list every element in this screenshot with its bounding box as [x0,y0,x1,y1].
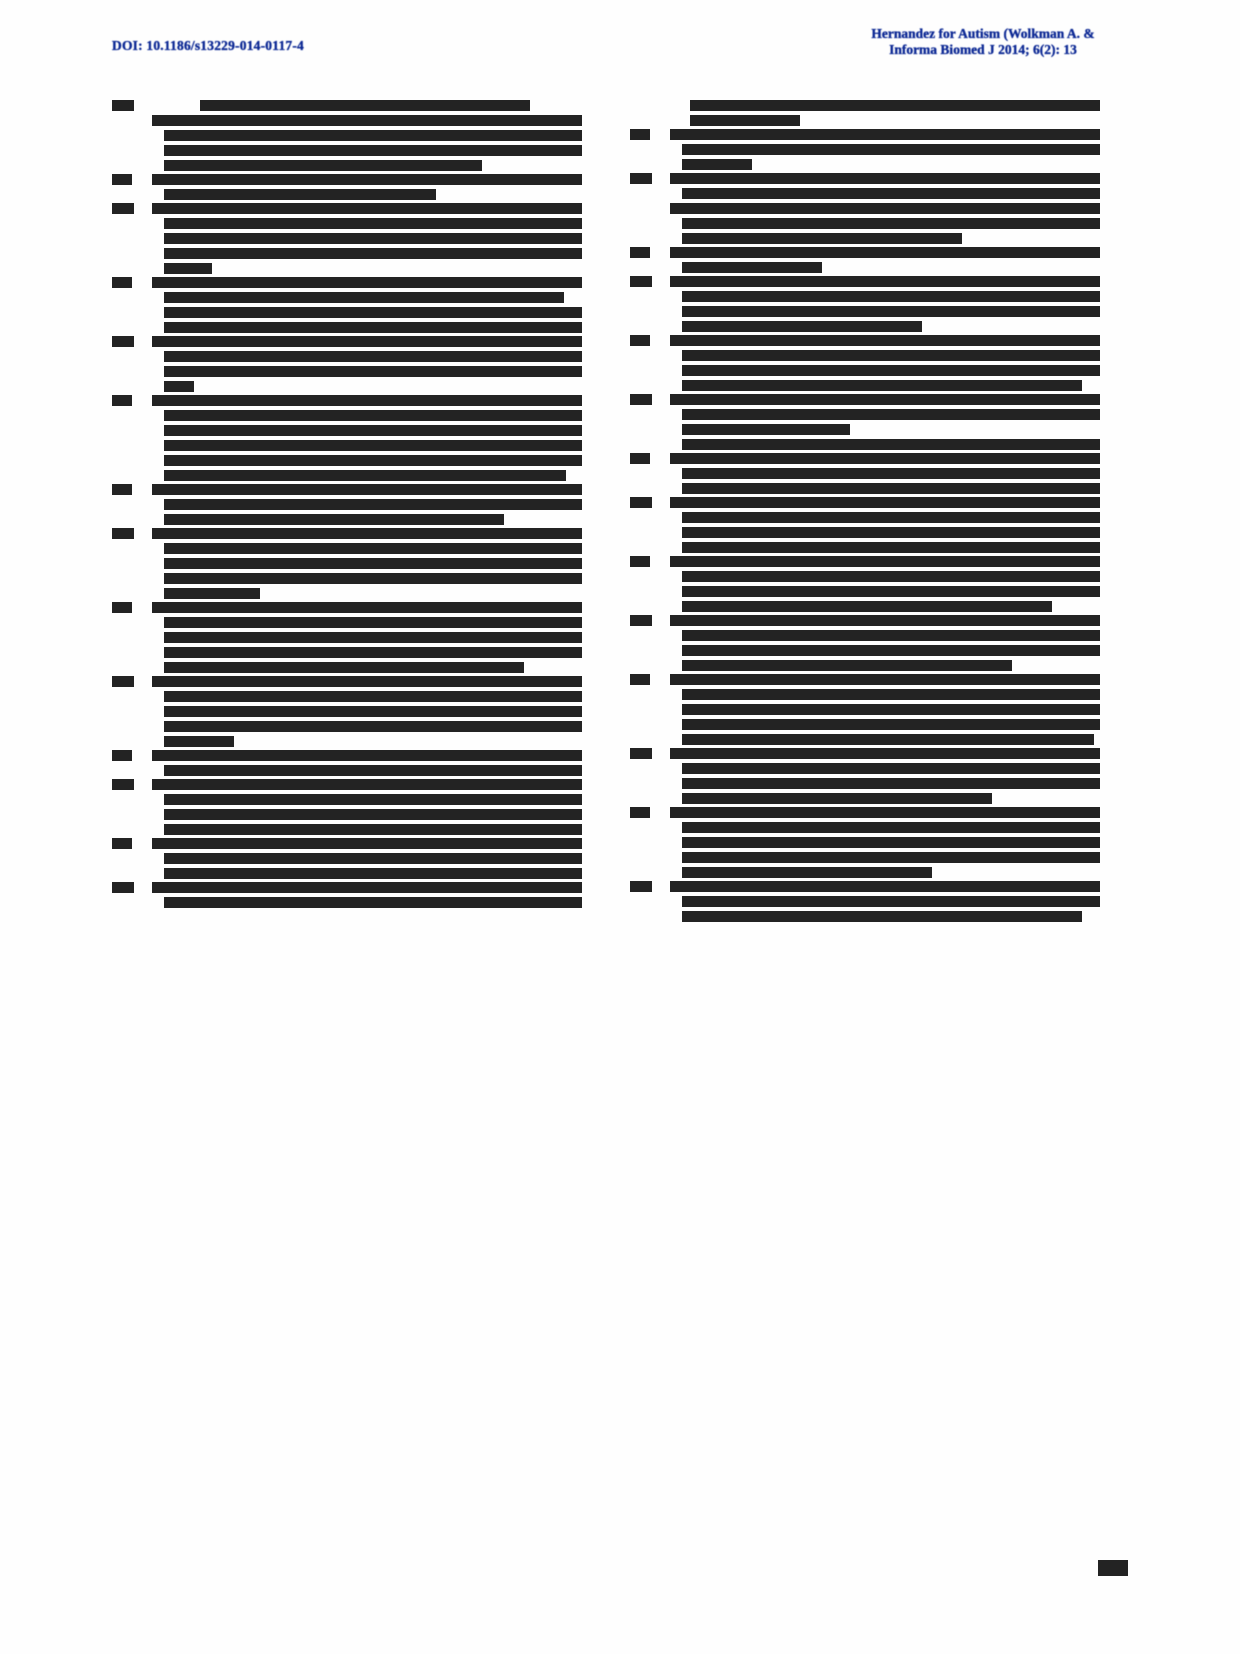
reference-entry [112,750,582,776]
redaction-bar [164,499,582,510]
redaction-bar [670,453,1100,464]
redaction-bar [682,159,752,170]
reference-text-redacted [152,528,582,599]
reference-entry [630,674,1100,745]
reference-number-redacted [630,748,652,759]
reference-entry [630,615,1100,671]
reference-text-redacted [670,453,1100,494]
redaction-bar [682,424,850,435]
redaction-bar [670,247,1100,258]
reference-entry [112,395,582,481]
reference-number-redacted [112,750,132,761]
redaction-bar [164,721,582,732]
reference-entry [630,100,1100,126]
redaction-bar [164,381,194,392]
redaction-bar [164,366,582,377]
redaction-bar [670,335,1100,346]
redaction-bar [164,809,582,820]
redaction-bar [682,911,1082,922]
reference-number-redacted [112,484,132,495]
reference-entry [112,882,582,908]
redaction-bar [164,292,564,303]
redaction-bar [682,291,1100,302]
reference-text-redacted [152,838,582,879]
redaction-bar [670,129,1100,140]
redaction-bar [152,779,582,790]
reference-entry [112,203,582,274]
reference-text-redacted [670,173,1100,244]
redaction-bar [682,439,1100,450]
redaction-bar [164,410,582,421]
redaction-bar [152,750,582,761]
reference-number-redacted [112,528,134,539]
reference-number-redacted [630,247,650,258]
reference-entry [630,173,1100,244]
reference-entry [112,528,582,599]
redaction-bar [164,543,582,554]
redaction-bar [682,704,1100,715]
reference-text-redacted [152,676,582,747]
reference-number-redacted [112,676,134,687]
redaction-bar [164,455,582,466]
reference-number-redacted [630,881,652,892]
redaction-bar [682,571,1100,582]
redaction-bar [164,647,582,658]
redaction-bar [152,336,582,347]
reference-text-redacted [670,615,1100,671]
redaction-bar [670,615,1100,626]
redaction-bar [164,706,582,717]
redaction-bar [164,160,482,171]
redaction-bar [682,837,1100,848]
reference-number-redacted [112,395,132,406]
redaction-bar [164,558,582,569]
redaction-bar [682,527,1100,538]
reference-number-redacted [112,100,134,111]
reference-number-redacted [112,277,132,288]
redaction-bar [164,130,582,141]
redaction-bar [164,765,582,776]
doi-label: DOI: 10.1186/s13229-014-0117-4 [112,38,305,53]
reference-text-redacted [670,394,1100,450]
reference-entry [630,748,1100,804]
redaction-bar [152,395,582,406]
redaction-bar [682,822,1100,833]
redaction-bar [682,144,1100,155]
redaction-bar [670,748,1100,759]
redaction-bar [682,542,1100,553]
reference-text-redacted [152,484,582,525]
reference-number-redacted [630,173,652,184]
redaction-bar [164,218,582,229]
redaction-bar [682,867,932,878]
reference-number-redacted [112,174,132,185]
reference-entry [630,497,1100,553]
redaction-bar [682,763,1100,774]
reference-text-redacted [152,336,582,392]
redaction-bar [152,882,582,893]
redaction-bar [670,394,1100,405]
redaction-bar [164,307,582,318]
reference-entry [630,335,1100,391]
redaction-bar [682,852,1100,863]
redaction-bar [164,632,582,643]
redaction-bar [152,174,582,185]
reference-number-redacted [630,276,652,287]
reference-number-redacted [112,336,134,347]
redaction-bar [164,351,582,362]
redaction-bar [164,824,582,835]
redaction-bar [682,512,1100,523]
redaction-bar [152,203,582,214]
reference-text-redacted [670,335,1100,391]
reference-number-redacted [630,335,650,346]
redaction-bar [682,306,1100,317]
reference-entry [630,129,1100,170]
reference-text-redacted [152,174,582,200]
reference-text-redacted [630,100,1100,126]
reference-entry [630,881,1100,922]
references-column-left [112,100,582,1440]
redaction-bar [670,173,1100,184]
redaction-bar [164,617,582,628]
redaction-bar [164,145,582,156]
reference-text-redacted [670,748,1100,804]
redaction-bar [164,794,582,805]
reference-number-redacted [630,129,650,140]
redaction-bar [164,588,260,599]
reference-number-redacted [630,556,650,567]
reference-entry [630,247,1100,273]
redaction-bar [670,881,1100,892]
reference-text-redacted [152,779,582,835]
reference-text-redacted [670,881,1100,922]
reference-entry [112,676,582,747]
redaction-bar [670,674,1100,685]
redaction-bar [682,778,1100,789]
redaction-bar [682,409,1100,420]
reference-text-redacted [670,674,1100,745]
redaction-bar [164,263,212,274]
reference-entry [630,394,1100,450]
redaction-bar [152,602,582,613]
redaction-bar [164,322,582,333]
reference-number-redacted [112,779,134,790]
reference-entry [112,779,582,835]
reference-entry [112,336,582,392]
redaction-bar [682,660,1012,671]
redaction-bar [670,556,1100,567]
reference-entry [112,277,582,333]
page-number-badge [1098,1560,1128,1576]
redaction-bar [164,573,582,584]
redaction-bar [682,321,922,332]
redaction-bar [682,262,822,273]
redaction-bar [682,468,1100,479]
reference-number-redacted [630,674,650,685]
reference-text-redacted [152,882,582,908]
redaction-bar [164,440,582,451]
redaction-bar [152,484,582,495]
reference-text-redacted [152,750,582,776]
redaction-bar [682,233,962,244]
redaction-bar [200,100,530,111]
redaction-bar [690,115,800,126]
redaction-bar [164,736,234,747]
reference-entry [112,174,582,200]
redaction-bar [682,793,992,804]
redaction-bar [152,528,582,539]
reference-entry [112,838,582,879]
redaction-bar [164,897,582,908]
redaction-bar [164,691,582,702]
reference-text-redacted [152,277,582,333]
reference-text-redacted [670,129,1100,170]
reference-number-redacted [112,203,134,214]
reference-text-redacted [670,497,1100,553]
redaction-bar [682,483,1100,494]
reference-entry [630,276,1100,332]
redaction-bar [164,233,582,244]
redaction-bar [682,896,1100,907]
reference-entry [630,453,1100,494]
redaction-bar [164,853,582,864]
reference-number-redacted [630,807,650,818]
redaction-bar [164,470,566,481]
redaction-bar [164,514,504,525]
redaction-bar [682,689,1100,700]
reference-text-redacted [670,276,1100,332]
reference-number-redacted [630,497,652,508]
redaction-bar [152,676,582,687]
redaction-bar [670,807,1100,818]
redaction-bar [682,645,1100,656]
reference-entry [112,484,582,525]
redaction-bar [670,203,1100,214]
redaction-bar [682,734,1094,745]
redaction-bar [682,586,1100,597]
redaction-bar [690,100,1100,111]
journal-citation-line-1: Hernandez for Autism (Wolkman A. & [871,26,1095,41]
redaction-bar [164,425,582,436]
redaction-bar [152,277,582,288]
journal-citation-line-2: Informa Biomed J 2014; 6(2): 13 [889,41,1077,57]
references-column-right [630,100,1100,1440]
reference-entry [630,556,1100,612]
reference-number-redacted [630,615,652,626]
reference-entry [112,100,582,171]
redaction-bar [670,276,1100,287]
reference-text-redacted [152,602,582,673]
reference-text-redacted [152,203,582,274]
redaction-bar [670,497,1100,508]
redaction-bar [682,601,1052,612]
reference-text-redacted [670,247,1100,273]
reference-text-redacted [152,100,582,171]
redaction-bar [682,218,1100,229]
redaction-bar [682,350,1100,361]
redaction-bar [682,188,1100,199]
reference-columns [112,100,1128,1440]
redaction-bar [164,189,436,200]
redaction-bar [152,115,582,126]
reference-text-redacted [152,395,582,481]
redaction-bar [682,630,1100,641]
reference-text-redacted [670,556,1100,612]
redaction-bar [164,868,582,879]
reference-entry [112,602,582,673]
redaction-bar [682,380,1082,391]
reference-text-redacted [670,807,1100,878]
redaction-bar [164,662,524,673]
reference-entry [630,807,1100,878]
reference-number-redacted [112,838,132,849]
reference-number-redacted [112,602,132,613]
redaction-bar [682,719,1100,730]
redaction-bar [152,838,582,849]
reference-number-redacted [112,882,134,893]
journal-citation [838,26,1128,57]
reference-number-redacted [630,394,652,405]
redaction-bar [164,248,582,259]
running-head [112,26,1128,66]
reference-number-redacted [630,453,650,464]
redaction-bar [682,365,1100,376]
